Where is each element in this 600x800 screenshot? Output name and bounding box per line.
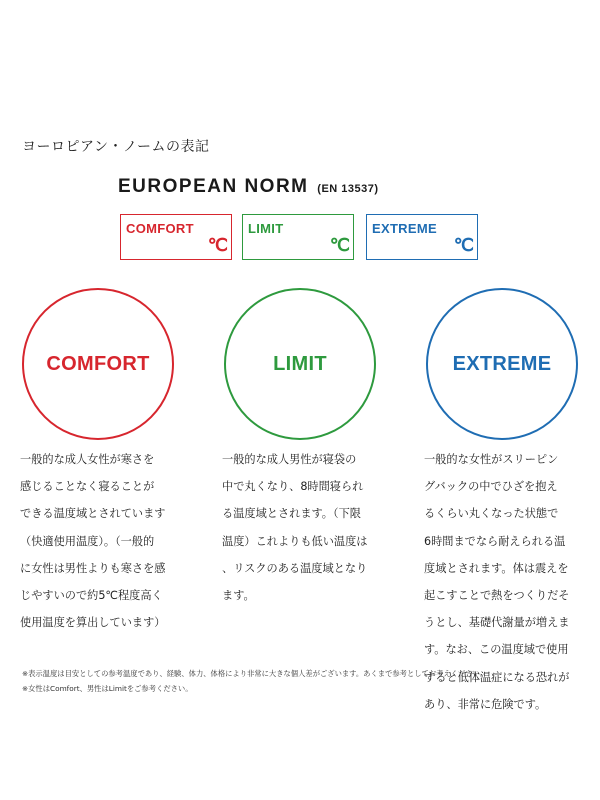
description-line: うとし、基礎代謝量が増えま: [424, 616, 570, 630]
description-line: （快適使用温度）。（一般的: [20, 534, 155, 548]
description-line: 一般的な成人男性が寝袋の: [222, 453, 357, 466]
description-line: す。なお、この温度域で使用: [424, 643, 569, 657]
limit-circle-label: LIMIT: [273, 352, 327, 375]
limit-box-unit: ℃: [329, 235, 350, 255]
description-line: 一般的な女性がスリーピン: [424, 453, 559, 466]
comfort-circle: [22, 288, 174, 440]
extreme-temperature-box: [366, 214, 478, 260]
comfort-description: [20, 446, 182, 636]
norm-code: (EN 13537): [317, 183, 379, 195]
description-line: に女性は男性よりも寒さを感: [20, 561, 166, 575]
description-line: 、リスクのある温度域となり: [222, 561, 368, 575]
description-line: すると低体温症になる恐れが: [424, 670, 570, 684]
limit-circle: [224, 288, 376, 440]
footnote-reference-temperature: ※表示温度は目安としての参考温度であり、経験、体力、体格により非常に大きな個人差がございます。あくまで参考としてお考えください。: [22, 669, 488, 678]
norm-title-text: EUROPEAN NORM: [118, 176, 309, 197]
comfort-circle-label: COMFORT: [46, 352, 150, 375]
description-line: 起こすことで熱をつくりだそ: [424, 589, 570, 603]
norm-title: [118, 176, 379, 198]
description-line: ます。: [222, 589, 255, 603]
description-line: 感じることなく寝ることが: [20, 480, 155, 494]
comfort-box-unit: ℃: [207, 235, 228, 255]
description-line: 使用温度を算出しています）: [20, 616, 166, 630]
description-line: る温度域とされます。（下限: [222, 507, 361, 521]
description-line: るくらい丸くなった状態で: [424, 507, 559, 521]
description-line: 度域とされます。体は震えを: [424, 561, 569, 575]
extreme-circle: [426, 288, 578, 440]
limit-temperature-box: [242, 214, 354, 260]
description-line: グバックの中でひざを抱え: [424, 480, 558, 494]
description-line: あり、非常に危険です。: [424, 697, 547, 711]
description-line: 一般的な成人女性が寒さを: [20, 453, 155, 466]
description-line: 6時間までなら耐えられる温: [424, 534, 566, 548]
comfort-box-label: COMFORT: [126, 221, 194, 236]
limit-description: [222, 446, 384, 609]
description-line: じやすいので約5℃程度高く: [20, 589, 163, 603]
extreme-box-label: EXTREME: [372, 221, 437, 236]
extreme-circle-label: EXTREME: [452, 352, 552, 375]
description-line: 中で丸くなり、8時間寝られ: [222, 480, 364, 494]
limit-box-label: LIMIT: [248, 221, 284, 236]
comfort-temperature-box: [120, 214, 232, 260]
section-title: ヨーロピアン・ノームの表記: [22, 139, 210, 155]
description-line: 温度）これよりも低い温度は: [222, 534, 368, 548]
footnote-gender-guide: ※女性はComfort、男性はLimitをご参考ください。: [22, 684, 193, 693]
description-line: できる温度域とされています: [20, 507, 166, 521]
extreme-box-unit: ℃: [453, 235, 474, 255]
